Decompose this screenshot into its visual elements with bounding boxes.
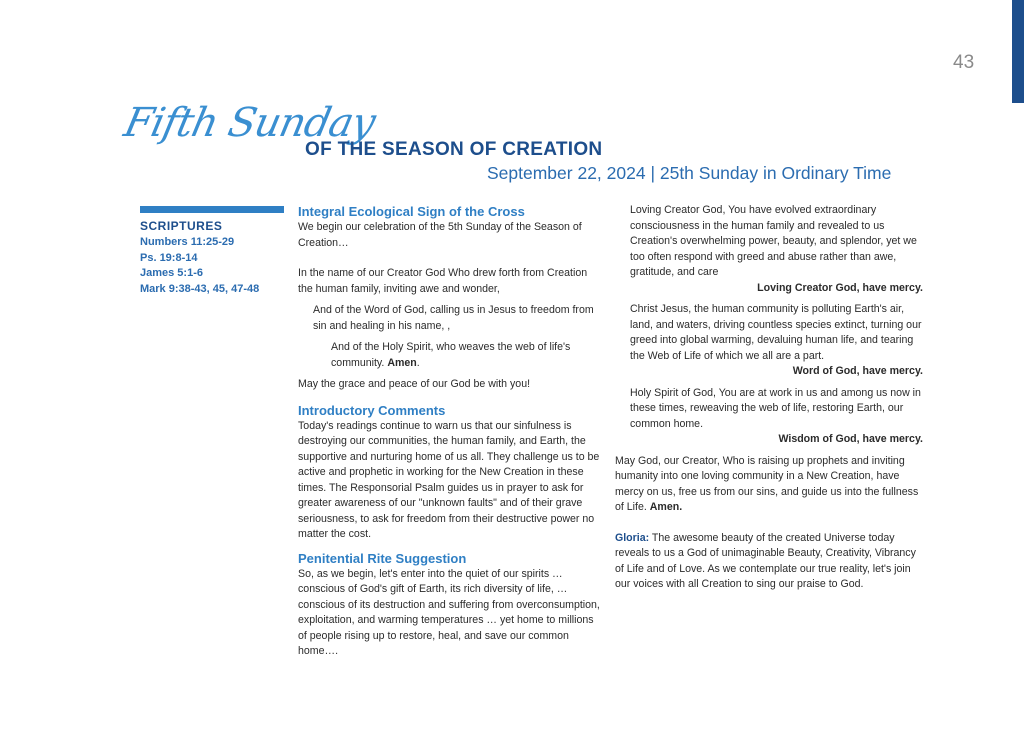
sign-of-cross-word: And of the Word of God, calling us in Jesus to freedom from sin and healing in his name, , bbox=[313, 304, 594, 332]
absolution bbox=[615, 454, 923, 516]
page-number: 43 bbox=[953, 52, 975, 73]
amen-response: Amen bbox=[387, 356, 417, 369]
page-title: OF THE SEASON OF CREATION bbox=[305, 139, 603, 160]
spirit-end: . bbox=[416, 356, 420, 369]
gloria-label: Gloria: bbox=[615, 531, 650, 544]
scriptures-panel bbox=[140, 206, 284, 297]
penitential-heading: Penitential Rite Suggestion bbox=[298, 550, 467, 566]
word-response: Word of God, have mercy. bbox=[792, 365, 923, 377]
column-left bbox=[298, 204, 602, 660]
scriptures-bar bbox=[140, 206, 284, 213]
wisdom-response: Wisdom of God, have mercy. bbox=[778, 433, 923, 445]
page-subtitle: September 22, 2024 | 25th Sunday in Ordinary Time bbox=[487, 163, 892, 183]
introductory-heading: Introductory Comments bbox=[298, 402, 446, 418]
creator-response: Loving Creator God, have mercy. bbox=[757, 281, 923, 294]
scripture-reading: James 5:1-6 bbox=[140, 267, 203, 279]
scriptures-heading: SCRIPTURES bbox=[140, 219, 223, 233]
greeting: May the grace and peace of our God be with you! bbox=[298, 378, 531, 390]
spirit-invocation: Holy Spirit of God, You are at work in us and among us now in these times, reweaving the web of life, restoring Earth, our common home. bbox=[630, 386, 921, 430]
scripture-reading: Ps. 19:8-14 bbox=[140, 251, 198, 264]
sign-of-cross-spirit bbox=[298, 340, 602, 371]
sign-of-cross-intro: We begin our celebration of the 5th Sunday of the Season of Creation… bbox=[298, 221, 582, 249]
absolution-amen: Amen. bbox=[649, 501, 683, 513]
gloria-text: The awesome beauty of the created Universe today reveals to us a God of unimaginable Beauty, Creativity, Vibrancy of Life and of Love. As we contemplate our true reality, let's join our voices with all Creation to sing our praise to God. bbox=[615, 531, 916, 590]
page-edge-tab bbox=[1012, 0, 1024, 103]
penitential-text: So, as we begin, let's enter into the quiet of our spirits … conscious of God's gift of Earth, its rich diversity of life, … conscious of its destruction and suffering from overconsumption, exploitation, and warming temperatures … yet home to millions of people rising up to restore, heal, and save our common home…. bbox=[298, 567, 600, 657]
script-title: Fifth Sunday bbox=[120, 100, 379, 146]
introductory-text: Today's readings continue to warn us that our sinfulness is destroying our communities, the human family, and Earth, the supportive and nurturing home of us all. They challenge us to be active and prophetic in working for the New Creation in these times. The Responsorial Psalm guides us in prayer to ask for greater awareness of our "unknown faults" and of their grave seriousness, to ask for freedom from their destructive power no matter the cost. bbox=[298, 419, 600, 540]
creator-invocation: Loving Creator God, You have evolved extraordinary consciousness in the human family and revealed to us Creation's overwhelming power, beauty, and splendor, yet we too often respond with greed and abuse rather than awe, gratitude, and care bbox=[630, 204, 917, 278]
sign-of-cross-creator: In the name of our Creator God Who drew forth from Creation the human family, inviting awe and wonder, bbox=[298, 267, 588, 295]
spirit-text: And of the Holy Spirit, who weaves the web of life's community. bbox=[331, 341, 571, 369]
gloria bbox=[615, 531, 923, 593]
scripture-reading: Numbers 11:25-29 bbox=[140, 236, 235, 248]
absolution-text: May God, our Creator, Who is raising up prophets and inviting humanity into one loving community in a New Creation, have mercy on us, free us from our sins, and guide us into the fullness of Life. bbox=[615, 454, 919, 513]
scripture-reading: Mark 9:38-43, 45, 47-48 bbox=[140, 282, 260, 295]
column-right bbox=[615, 203, 923, 593]
sign-of-cross-heading: Integral Ecological Sign of the Cross bbox=[298, 204, 525, 219]
christ-invocation: Christ Jesus, the human community is polluting Earth's air, land, and waters, driving countless species extinct, turning our greed into global warming, devaluing human life, and tearing the Web of Life of which we all are a part. bbox=[630, 303, 922, 362]
